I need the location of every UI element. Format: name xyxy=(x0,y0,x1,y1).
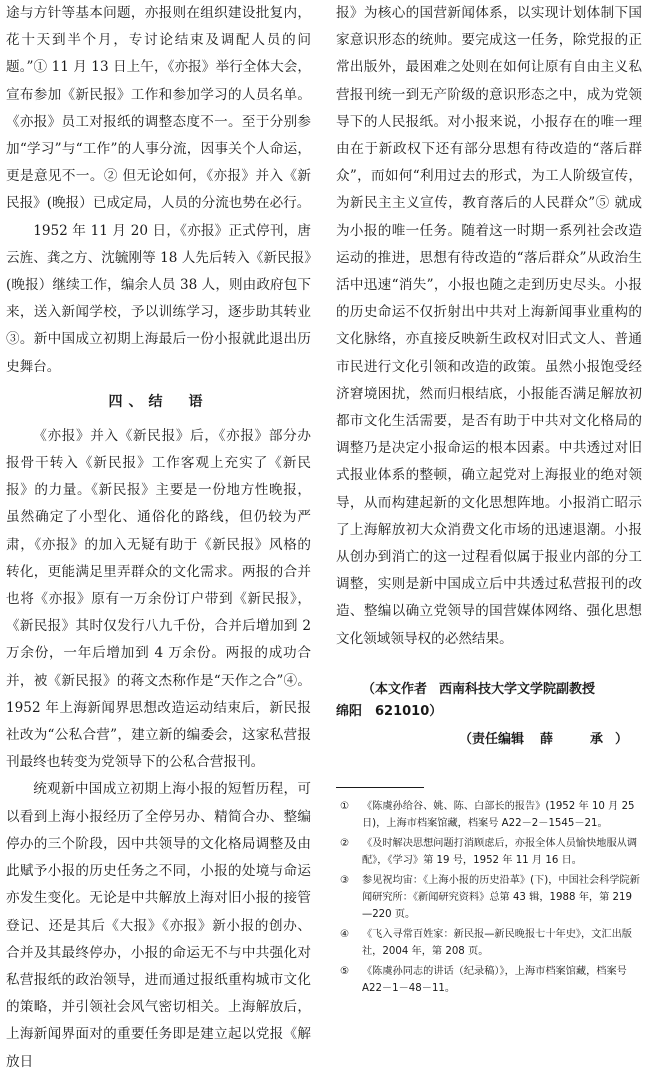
footnote-list xyxy=(336,798,642,997)
footnote xyxy=(336,872,642,923)
author-info xyxy=(336,679,642,723)
section-heading: 四、结 语 xyxy=(108,393,209,410)
paragraph: 统观新中国成立初期上海小报的短暂历程，可以看到上海小报经历了全停另办、精简合办、整编停办的三个阶段，因中共领导的文化格局调整及由此赋予小报的历史任务之不同，小报的处境与命运亦发生变化。无论是中共解放上海对旧小报的接管登记、还是其后《大报》《亦报》新小报的创办、合并及其最终停办，小报的命运无不与中共强化对私营报纸的政治领导，进而通过报纸重构城市文化的策略，并引领社会风气密切相关。上海解放后，上海新闻界面对的重要任务即是建立起以党报《解放日 xyxy=(6,781,311,1070)
footnote xyxy=(336,835,642,869)
paragraph: 1952 年 11 月 20 日，《亦报》正式停刊，唐云旌、龚之方、沈毓刚等 18 人先后转入《新民报》(晚报）继续工作，编余人员 38 人，则由政府包下来，送入新闻学校，予以训练学习，逐步助其转业③。新中国成立初期上海最后一份小报就此退出历史舞台。 xyxy=(6,222,311,375)
left-column xyxy=(6,0,311,1076)
footnote-number: ③ xyxy=(340,874,350,886)
footnote-text: 《陈虞孙同志的讲话（纪录稿）》，上海市档案馆藏，档案号 A22－1－48－11。 xyxy=(362,965,627,994)
footnote xyxy=(336,963,642,997)
footnote-text: 《及时解决思想问题打消顾虑后，亦报全体人员愉快地服从调配》，《学习》第 19 号，1952 年 11 月 16 日。 xyxy=(362,837,638,866)
author-affiliation: 西南科技大学文学院副教授 xyxy=(439,681,596,697)
paragraph: 《亦报》并入《新民报》后，《亦报》部分办报骨干转入《新民报》工作客观上充实了《新民报》的力量。《新民报》主要是一份地方性晚报，虽然确定了小型化、通俗化的路线，但仍较为严肃，《亦报》的加入无疑有助于《新民报》风格的转化，更能满足里弄群众的文化需求。两报的合并也将《亦报》原有一万余份订户带到《新民报》，《新民报》其时仅发行八九千份，合并后增加到 2 万余份，一年后增加到 4 万余份。两报的成功合并，被《新民报》的蒋文杰称作是“天作之合”④。1952 年上海新闻界思想改造运动结束后，新民报社改为“公私合营”，建立新的编委会，这家私营报刊最终也转变为党领导下的公私合营报刊。 xyxy=(6,427,311,771)
paragraph: 报》为核心的国营新闻体系，以实现计划体制下国家意识形态的统帅。要完成这一任务，除党报的正常出版外，最困难之处则在如何让原有自由主义私营报刊统一到无产阶级的意识形态之中，成为党领导下的人民报纸。对小报来说，小报存在的唯一理由在于新政权下还有部分思想有待改造的“落后群众”，而如何“利用过去的形式，为工人阶级宣传，为新民主主义宣传，教育落后的人民群众”⑤ 就成为小报的唯一任务。随着这一时期一系列社会改造运动的推进，思想有待改造的“落后群众”从政治生活中迅速“消失”，小报也随之走到历史尽头。小报的历史命运不仅折射出中共对上海新闻事业重构的文化脉络，亦直接反映新生政权对旧式文人、普通市民进行文化引领和改造的政策。虽然小报饱受经济窘境困扰，然而归根结底，小报能否满足解放初都市文化生活需要，是否有助于中共对文化格局的调整乃是决定小报命运的根本因素。中共透过对旧式报业体系的整顿，确立起党对上海报业的绝对领导，从而构建起新的文化思想阵地。小报消亡昭示了上海解放初大众消费文化市场的迅速退潮。小报从创办到消亡的这一过程看似属于报业内部的分工调整，实则是新中国成立后中共透过私营报刊的改造、整编以确立党领导的国营媒体网络、强化思想文化领域领导权的必然结果。 xyxy=(336,5,642,647)
editor-label: （责任编辑 xyxy=(458,731,524,747)
footnote-number: ① xyxy=(340,800,350,812)
editor-info xyxy=(336,729,642,751)
footnote-number: ② xyxy=(340,837,350,849)
author-address: 绵阳 621010） xyxy=(336,703,443,719)
footnote-number: ⑤ xyxy=(340,965,350,977)
footnote xyxy=(336,926,642,960)
footnote xyxy=(336,798,642,832)
footnote-divider xyxy=(336,787,424,788)
footnote-text: 《陈虞孙给谷、姚、陈、白部长的报告》(1952 年 10 月 25 日)，上海市档案馆藏，档案号 A22－2－1545－21。 xyxy=(362,800,635,829)
paragraph: 途与方针等基本问题，亦报则在组织建设批复内，花十天到半个月，专讨论结束及调配人员的问题。”① 11 月 13 日上午，《亦报》举行全体大会，宣布参加《新民报》工作和参加学习的人员名单。《亦报》员工对报纸的调整态度不一。至于分别参加“学习”与“工作”的人事分流，因事关个人命运，更是意见不一。② 但无论如何，《亦报》并入《新民报》(晚报）已成定局，人员的分流也势在必行。 xyxy=(6,5,311,212)
editor-name: 薛 承） xyxy=(539,731,640,747)
footnote-text: 《飞入寻常百姓家：新民报—新民晚报七十年史》，文汇出版社，2004 年，第 208 页。 xyxy=(362,928,632,957)
right-column xyxy=(336,0,642,1000)
footnote-number: ④ xyxy=(340,928,350,940)
author-label: （本文作者 xyxy=(362,681,428,697)
footnote-text: 参见祝均宙：《上海小报的历史沿革》(下)，中国社会科学院新闻研究所：《新闻研究资料》总第 43 辑，1988 年，第 219—220 页。 xyxy=(362,874,640,920)
